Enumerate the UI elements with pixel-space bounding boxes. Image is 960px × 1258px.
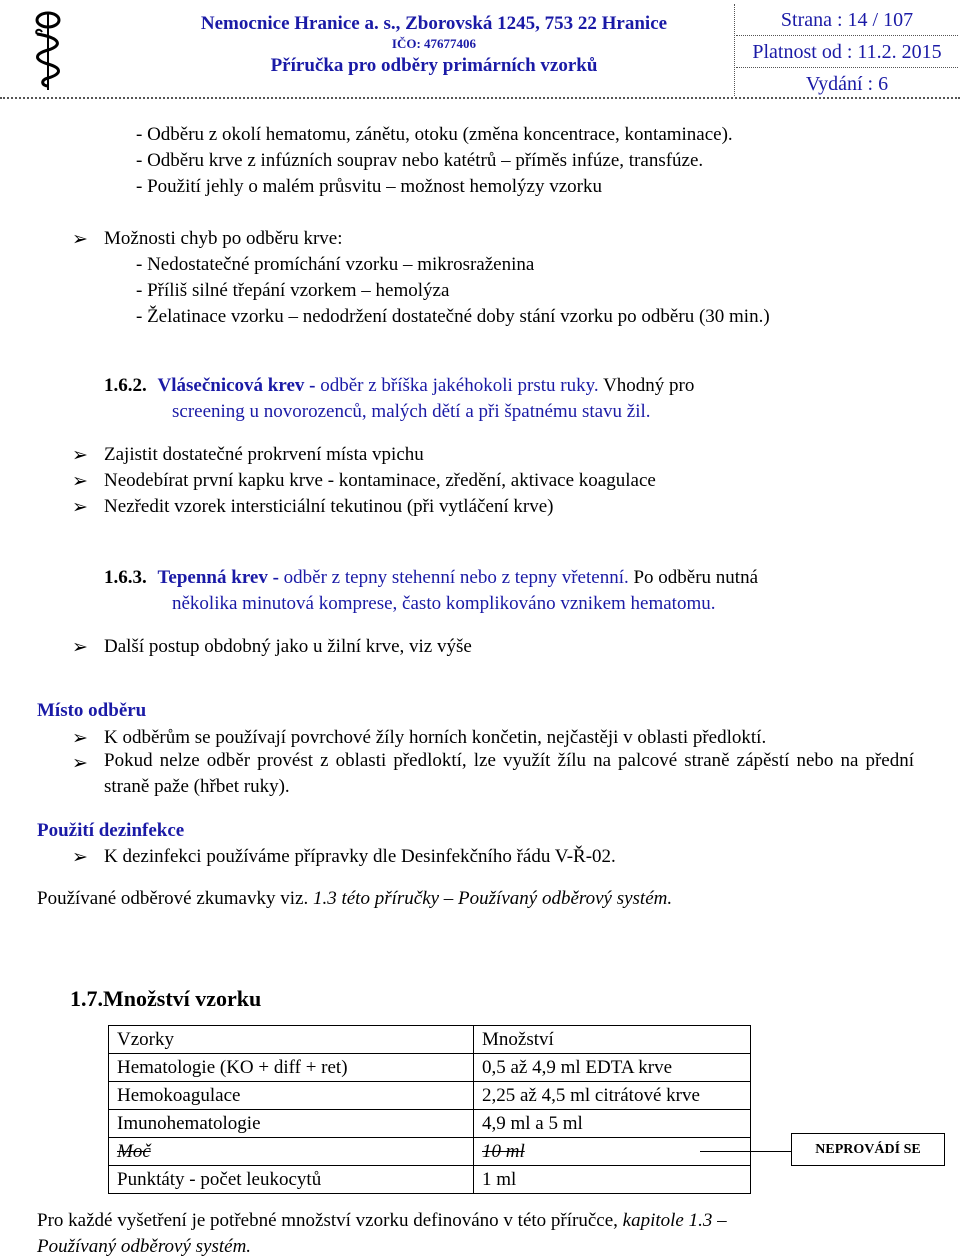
footer-ref: kapitole 1.3 –: [622, 1210, 727, 1231]
bullet-text: Pokud nelze odběr provést z oblasti předloktí, lze využít žílu na palcové straně zápěstí nebo na přední straně paže (hřbet ruky).: [104, 750, 914, 797]
hospital-name: Nemocnice Hranice a. s., Zborovská 1245, 753 22 Hranice: [200, 13, 668, 34]
table-cell-struck: Moč: [109, 1138, 474, 1166]
not-performed-badge: NEPROVÁDÍ SE: [791, 1133, 945, 1166]
tubes-prefix: Používané odběrové zkumavky viz.: [37, 888, 309, 909]
arrow-bullet-icon: ➢: [72, 496, 88, 518]
table-row: [109, 1110, 751, 1138]
section-text: odběr z bříška jakéhokoli prstu ruky.: [320, 375, 599, 396]
arrow-bullet-icon: ➢: [72, 228, 88, 250]
errors-title: Možnosti chyb po odběru krve:: [104, 228, 343, 249]
table-cell: Hemokoagulace: [109, 1082, 474, 1110]
table-cell: Punktáty - počet leukocytů: [109, 1166, 474, 1194]
table-cell: Imunohematologie: [109, 1110, 474, 1138]
manual-title: Příručka pro odběry primárních vzorků: [270, 55, 598, 76]
note-connector-line: [700, 1151, 792, 1152]
list-item: - Odběru z okolí hematomu, zánětu, otoku (změna koncentrace, kontaminace).: [136, 124, 733, 145]
section-title: Vlásečnicová krev -: [157, 375, 316, 396]
table-row: [109, 1166, 751, 1194]
ico-number: IČO: 47677406: [391, 36, 477, 51]
tubes-ref: 1.3 této příručky – Používaný odběrový systém.: [312, 888, 673, 909]
section-text: screening u novorozenců, malých dětí a při špatnému stavu žil.: [172, 401, 651, 422]
section-title: Množství vzorku: [103, 986, 262, 1011]
table-row: [109, 1138, 751, 1166]
bullet-text: K dezinfekci používáme přípravky dle Desinfekčního řádu V-Ř-02.: [104, 846, 616, 867]
section-text: Po odběru nutná: [633, 567, 759, 588]
table-cell-struck: 10 ml: [474, 1138, 751, 1166]
table-header-cell: Množství: [474, 1026, 751, 1054]
table-header-row: [109, 1026, 751, 1054]
table-cell: Hematologie (KO + diff + ret): [109, 1054, 474, 1082]
arrow-bullet-icon: ➢: [72, 752, 88, 774]
arrow-bullet-icon: ➢: [72, 846, 88, 868]
table-cell: 2,25 až 4,5 ml citrátové krve: [474, 1082, 751, 1110]
misto-odberu-title: Místo odběru: [37, 700, 147, 721]
section-17-heading: [70, 986, 261, 1012]
section-text: několika minutová komprese, často komplikováno vznikem hematomu.: [172, 593, 716, 614]
edition: Vydání : 6: [805, 73, 889, 95]
list-item: - Odběru krve z infúzních souprav nebo katétrů – příměs infúze, transfúze.: [136, 150, 704, 171]
bullet-text: K odběrům se používají povrchové žíly horních končetin, nejčastěji v oblasti předloktí.: [104, 727, 767, 748]
table-cell: 1 ml: [474, 1166, 751, 1194]
arrow-bullet-icon: ➢: [72, 727, 88, 749]
footer-ref-line2: Používaný odběrový systém.: [37, 1236, 252, 1257]
page-header: [0, 0, 960, 98]
list-item: - Nedostatečné promíchání vzorku – mikrosraženina: [136, 254, 535, 275]
section-163-heading: [104, 567, 758, 589]
section-number: 1.6.3.: [104, 567, 147, 588]
arrow-bullet-icon: ➢: [72, 636, 88, 658]
section-text: Vhodný pro: [603, 375, 695, 396]
caduceus-logo-icon: [18, 8, 78, 92]
tubes-note: [37, 888, 672, 910]
header-center: [134, 12, 734, 80]
list-item: - Příliš silné třepání vzorkem – hemolýza: [136, 280, 450, 301]
header-divider: [734, 4, 735, 96]
arrow-bullet-icon: ➢: [72, 444, 88, 466]
table-cell: 0,5 až 4,9 ml EDTA krve: [474, 1054, 751, 1082]
bullet-text: Neodebírat první kapku krve - kontaminace, zředění, aktivace koagulace: [104, 470, 656, 491]
table-cell: 4,9 ml a 5 ml: [474, 1110, 751, 1138]
list-item: - Želatinace vzorku – nedodržení dostatečné doby stání vzorku po odběru (30 min.): [136, 306, 770, 327]
bullet-text: Nezředit vzorek intersticiální tekutinou (při vytláčení krve): [104, 496, 554, 517]
section-title: Tepenná krev -: [157, 567, 279, 588]
quantity-table: [108, 1025, 751, 1194]
section-162-heading: [104, 375, 694, 397]
section-number: 1.6.2.: [104, 375, 147, 396]
table-header-cell: Vzorky: [109, 1026, 474, 1054]
header-meta: [736, 4, 958, 100]
list-item: - Použití jehly o malém průsvitu – možnost hemolýzy vzorku: [136, 176, 602, 197]
table-row: [109, 1054, 751, 1082]
bullet-text: Zajistit dostatečné prokrvení místa vpichu: [104, 444, 424, 465]
section-text: odběr z tepny stehenní nebo z tepny vřetenní.: [283, 567, 629, 588]
bullet-text: Další postup obdobný jako u žilní krve, viz výše: [104, 636, 472, 657]
footer-text: Pro každé vyšetření je potřebné množství vzorku definováno v této příručce,: [37, 1210, 618, 1231]
page-number: Strana : 14 / 107: [736, 4, 958, 36]
footer-line1: [37, 1210, 727, 1232]
header-bottom-rule: [0, 97, 960, 99]
arrow-bullet-icon: ➢: [72, 470, 88, 492]
valid-from: Platnost od : 11.2. 2015: [736, 36, 958, 68]
table-row: [109, 1082, 751, 1110]
section-number: 1.7.: [70, 986, 103, 1011]
dezinfekce-title: Použití dezinfekce: [37, 820, 185, 841]
